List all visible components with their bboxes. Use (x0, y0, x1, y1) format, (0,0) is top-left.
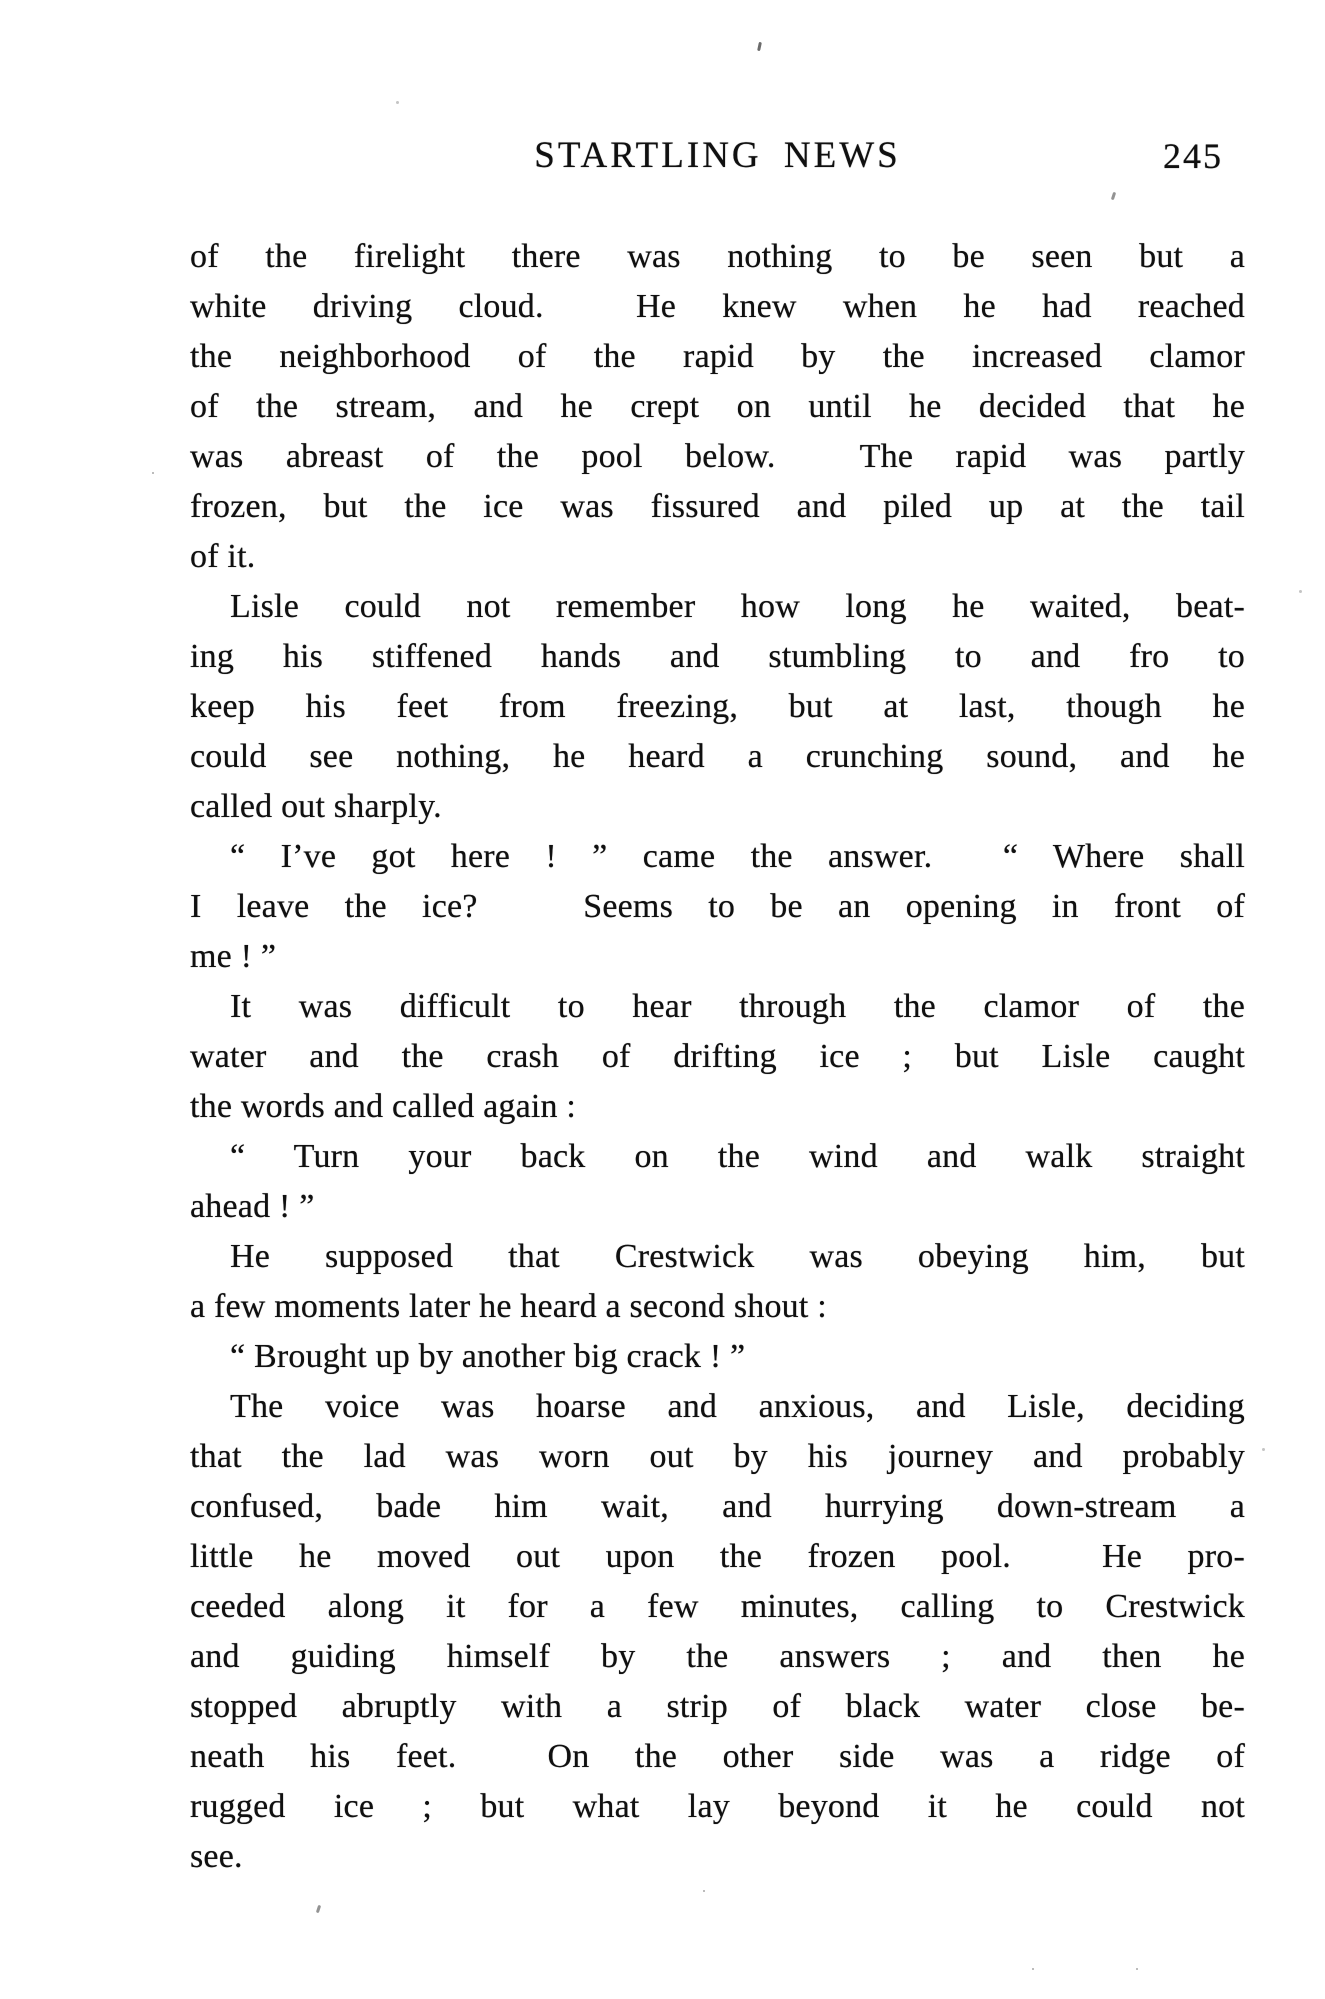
text-line: and guiding himself by the answers ; and then he (190, 1638, 1245, 1675)
paragraph (190, 1132, 1245, 1232)
text-line: of the stream, and he crept on until he decided that he (190, 388, 1245, 425)
text-line: the neighborhood of the rapid by the increased clamor (190, 338, 1245, 375)
text-line: rugged ice ; but what lay beyond it he could not (190, 1788, 1245, 1825)
text-line: “ I’ve got here ! ” came the answer. “ Where shall (230, 838, 1245, 875)
text-line: the words and called again : (190, 1088, 577, 1125)
paragraph (190, 1382, 1245, 1882)
text-line: water and the crash of drifting ice ; but Lisle caught (190, 1038, 1245, 1075)
scan-speck (316, 1905, 321, 1914)
text-line: confused, bade him wait, and hurrying down-stream a (190, 1488, 1245, 1525)
text-line: The voice was hoarse and anxious, and Lisle, deciding (230, 1388, 1245, 1425)
text-line: stopped abruptly with a strip of black water close be- (190, 1688, 1245, 1725)
text-block (190, 232, 1245, 1882)
paragraph (190, 1232, 1245, 1332)
scan-speck (396, 101, 399, 104)
scan-speck (152, 472, 154, 474)
paragraph (190, 982, 1245, 1132)
text-line: of it. (190, 538, 256, 575)
scan-speck (1262, 1448, 1265, 1451)
text-line: frozen, but the ice was fissured and piled up at the tail (190, 488, 1245, 525)
text-line: Lisle could not remember how long he waited, beat- (230, 588, 1245, 625)
text-line: see. (190, 1838, 243, 1875)
text-line: little he moved out upon the frozen pool. He pro- (190, 1538, 1245, 1575)
scan-speck (1032, 1968, 1034, 1970)
running-header (190, 134, 1245, 182)
scan-speck (1111, 192, 1116, 201)
text-line: that the lad was worn out by his journey and probably (190, 1438, 1245, 1475)
text-line: “ Brought up by another big crack ! ” (230, 1338, 746, 1375)
text-line: was abreast of the pool below. The rapid was partly (190, 438, 1245, 475)
scan-speck (1299, 590, 1302, 593)
scan-speck (757, 42, 762, 51)
text-line: “ Turn your back on the wind and walk straight (230, 1138, 1245, 1175)
text-line: ceeded along it for a few minutes, calling to Crestwick (190, 1588, 1245, 1625)
text-line: He supposed that Crestwick was obeying him, but (230, 1238, 1245, 1275)
text-line: white driving cloud. He knew when he had reached (190, 288, 1245, 325)
chapter-title: STARTLING NEWS (534, 135, 901, 176)
text-line: It was difficult to hear through the clamor of the (230, 988, 1245, 1025)
text-line: keep his feet from freezing, but at last, though he (190, 688, 1245, 725)
text-line: me ! ” (190, 938, 277, 975)
text-line: ing his stiffened hands and stumbling to and fro to (190, 638, 1245, 675)
scan-speck (703, 1890, 705, 1892)
text-line: ahead ! ” (190, 1188, 315, 1225)
page-number: 245 (1163, 136, 1223, 176)
paragraph (190, 832, 1245, 982)
paragraph (190, 582, 1245, 832)
text-line: I leave the ice? Seems to be an opening in front of (190, 888, 1245, 925)
text-line: neath his feet. On the other side was a ridge of (190, 1738, 1245, 1775)
text-line: a few moments later he heard a second shout : (190, 1288, 827, 1325)
paragraph (190, 232, 1245, 582)
text-line: could see nothing, he heard a crunching sound, and he (190, 738, 1245, 775)
text-line: of the firelight there was nothing to be seen but a (190, 238, 1245, 275)
scan-speck (1136, 1968, 1138, 1970)
paragraph (190, 1332, 1245, 1382)
text-line: called out sharply. (190, 788, 442, 825)
